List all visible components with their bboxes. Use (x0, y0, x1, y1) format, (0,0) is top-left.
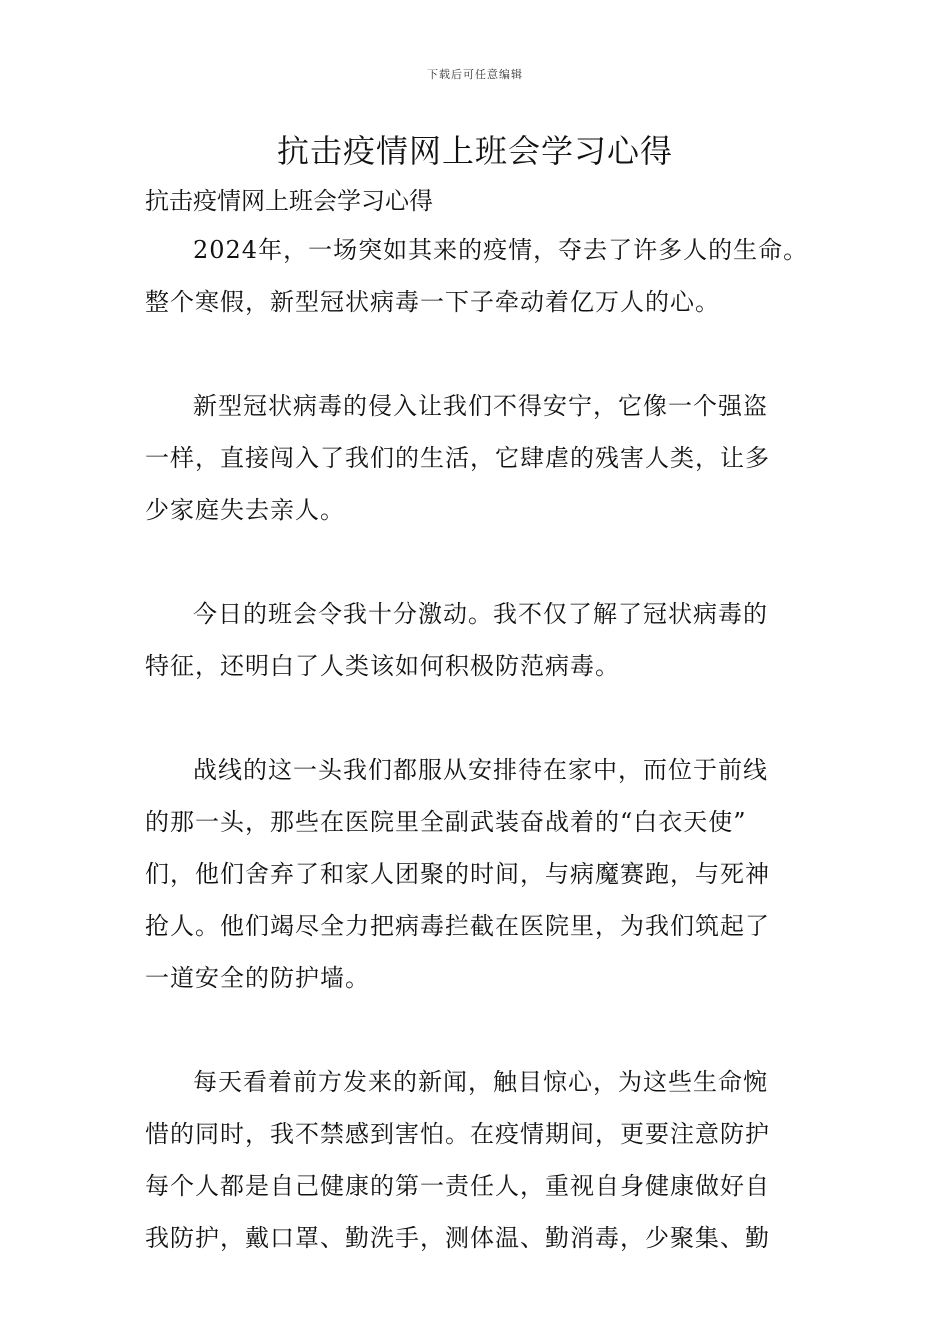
paragraph-line: 战线的这一头我们都服从安排待在家中，而位于前线 (193, 756, 768, 784)
paragraph-line: 一道安全的防护墙。 (145, 964, 370, 992)
document-body (145, 224, 825, 1264)
paragraph-3 (145, 588, 825, 692)
paragraph-line: 我防护，戴口罩、勤洗手，测体温、勤消毒，少聚集、勤 (145, 1224, 770, 1252)
paragraph-line: 新型冠状病毒的侵入让我们不得安宁，它像一个强盗 (193, 392, 768, 420)
paragraph-gap (145, 328, 825, 380)
paragraph-2 (145, 380, 825, 536)
paragraph-1 (145, 224, 825, 328)
paragraph-line: 每天看着前方发来的新闻，触目惊心，为这些生命惋 (193, 1068, 768, 1096)
paragraph-line: 们，他们舍弃了和家人团聚的时间，与病魔赛跑，与死神 (145, 860, 770, 888)
paragraph-line: 一样，直接闯入了我们的生活，它肆虐的残害人类，让多 (145, 444, 770, 472)
paragraph-gap (145, 1004, 825, 1056)
document-title: 抗击疫情网上班会学习心得 (276, 132, 673, 170)
paragraph-line: 每个人都是自己健康的第一责任人，重视自身健康做好自 (145, 1172, 770, 1200)
paragraph-line: 特征，还明白了人类该如何积极防范病毒。 (145, 652, 620, 680)
document-subtitle: 抗击疫情网上班会学习心得 (145, 187, 433, 215)
paragraph-line: 惜的同时，我不禁感到害怕。在疫情期间，更要注意防护 (145, 1120, 770, 1148)
paragraph-line: 2024年，一场突如其来的疫情，夺去了许多人的生命。 (193, 236, 809, 264)
paragraph-5 (145, 1056, 825, 1264)
paragraph-line: 抢人。他们竭尽全力把病毒拦截在医院里，为我们筑起了 (145, 912, 770, 940)
paragraph-line: 的那一头，那些在医院里全副武装奋战着的“白衣天使” (145, 808, 747, 836)
paragraph-gap (145, 536, 825, 588)
paragraph-line: 整个寒假，新型冠状病毒一下子牵动着亿万人的心。 (145, 288, 720, 316)
paragraph-line: 少家庭失去亲人。 (145, 496, 345, 524)
paragraph-line: 今日的班会令我十分激动。我不仅了解了冠状病毒的 (193, 600, 768, 628)
paragraph-gap (145, 692, 825, 744)
paragraph-4 (145, 744, 825, 1004)
download-note: 下载后可任意编辑 (427, 68, 523, 81)
